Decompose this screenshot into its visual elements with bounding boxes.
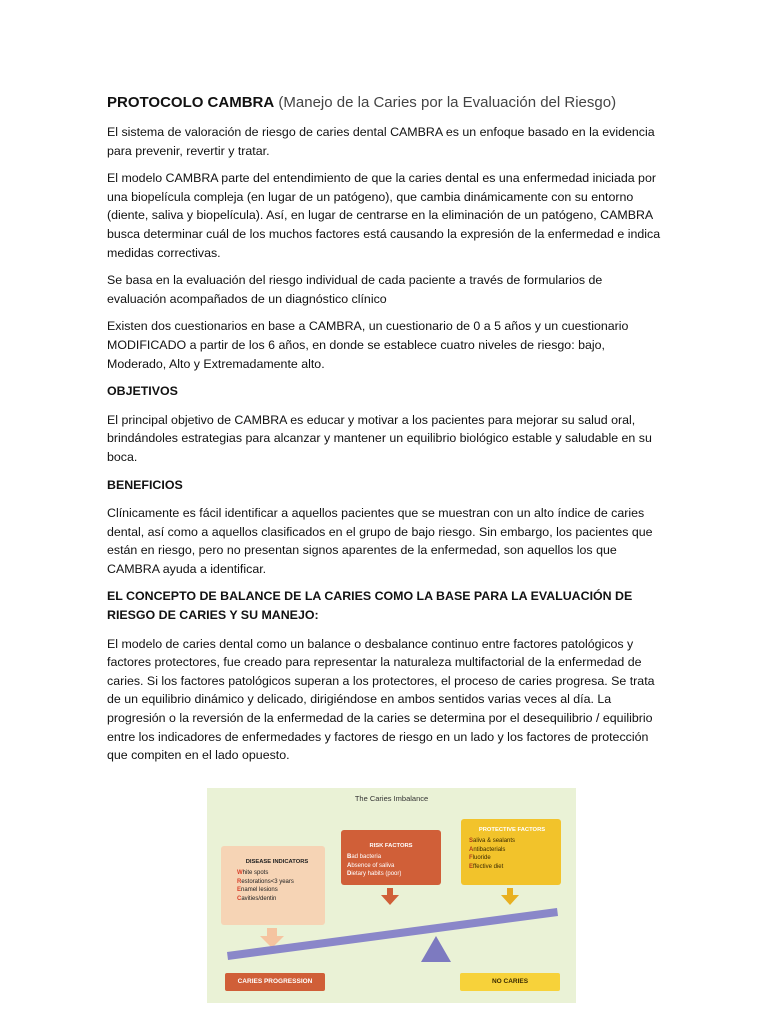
no-caries-label: NO CARIES — [460, 973, 560, 991]
list-item: Absence of saliva — [347, 862, 395, 869]
protective-factors-box — [461, 819, 561, 885]
heading-beneficios: BENEFICIOS — [107, 477, 183, 492]
paragraph-concepto: El modelo de caries dental como un balance o desbalance continuo entre factores patológicos y factores protectores, fue creado para representar la naturaleza multifactorial de la enfermedad de caries. Si los factores patológicos superan a los protectores, el proceso de caries progresa. Se trata de un equilibrio dinámico y delicado, dirigiéndose en ambos sentidos varias veces al día. La progresión o la reversión de la enfermedad de la caries se determina por el desequilibrio / equilibrio entre los indicadores de enfermedades y factores de riesgo en un lado y los factores de protección que compiten en el lado opuesto. — [107, 636, 655, 763]
list-item: Enamel lesions — [237, 887, 278, 894]
title-subtitle: (Manejo de la Caries por la Evaluación del Riesgo) — [278, 94, 617, 111]
heading-concepto: EL CONCEPTO DE BALANCE DE LA CARIES COMO LA BASE PARA LA EVALUACIÓN DE RIESGO DE CARIES Y SU MANEJO: — [107, 589, 633, 623]
risk-arrow-icon — [381, 895, 399, 905]
risk-arrow-stem — [387, 888, 393, 896]
paragraph-questionnaires: Existen dos cuestionarios en base a CAMBRA, un cuestionario de 0 a 5 años y un cuestionario MODIFICADO a partir de los 6 años, en donde se establece cuatro niveles de riesgo: bajo, Moderado, Alto y Extremadamente alto. — [107, 319, 629, 371]
figure-title: The Caries Imbalance — [354, 794, 429, 803]
disease-list — [237, 869, 317, 903]
list-item: Saliva & sealants — [469, 838, 516, 845]
risk-list — [347, 853, 435, 878]
paragraph-objetivos: El principal objetivo de CAMBRA es educar y motivar a los pacientes para mejorar su salud oral, brindándoles estrategias para alcanzar y mantener un equilibrio biológico estable y saludable en su boca. — [107, 412, 652, 464]
paragraph-model: El modelo CAMBRA parte del entendimiento de que la caries dental es una enfermedad iniciada por una biopelícula compleja (en lugar de un patógeno), que cambia dinámicamente con su entorno (diente, saliva y biopelícula). Así, en lugar de centrarse en la eliminación de un patógeno, CAMBRA busca determinar cuál de los muchos factores está causando la expresión de la enfermedad e indica medidas correctivas. — [107, 171, 661, 260]
list-item: Bad bacteria — [347, 854, 382, 861]
protective-arrow-icon — [501, 895, 519, 905]
title-main: PROTOCOLO CAMBRA — [107, 94, 275, 111]
list-item: Effective diet — [469, 863, 504, 870]
list-item: White spots — [237, 870, 269, 877]
caries-progression-label: CARIES PROGRESSION — [225, 973, 325, 991]
list-item: Restorations<3 years — [237, 878, 294, 885]
heading-objetivos: OBJETIVOS — [107, 384, 178, 399]
protective-heading: PROTECTIVE FACTORS — [478, 827, 546, 833]
page-title — [107, 94, 663, 112]
paragraph-evaluation: Se basa en la evaluación del riesgo individual de cada paciente a través de formularios de evaluación acompañados de un diagnóstico clínico — [107, 273, 603, 306]
disease-indicators-box — [221, 846, 325, 925]
list-item: Antibacterials — [469, 846, 506, 853]
risk-heading: RISK FACTORS — [369, 843, 413, 849]
protective-list — [469, 837, 555, 871]
paragraph-beneficios: Clínicamente es fácil identificar a aquellos pacientes que se muestran con un alto índice de caries dental, así como a aquellos clasificados en el grupo de bajo riesgo. Sin embargo, los pacientes que están en riesgo, pero no presentan signos aparentes de la enfermedad, son aquellos los que CAMBRA ayuda a identificar. — [107, 506, 653, 576]
risk-factors-box — [341, 830, 441, 885]
list-item: Cavities/dentin — [237, 895, 277, 902]
disease-heading: DISEASE INDICATORS — [245, 859, 309, 865]
list-item: Dietary habits (poor) — [347, 871, 402, 878]
caries-imbalance-figure — [207, 788, 576, 1003]
protective-arrow-stem — [507, 888, 513, 896]
list-item: Fluoride — [469, 855, 491, 862]
fulcrum-icon — [421, 936, 451, 962]
document-body — [107, 94, 663, 774]
paragraph-intro: El sistema de valoración de riesgo de caries dental CAMBRA es un enfoque basado en la evidencia para prevenir, revertir y tratar. — [107, 125, 655, 158]
